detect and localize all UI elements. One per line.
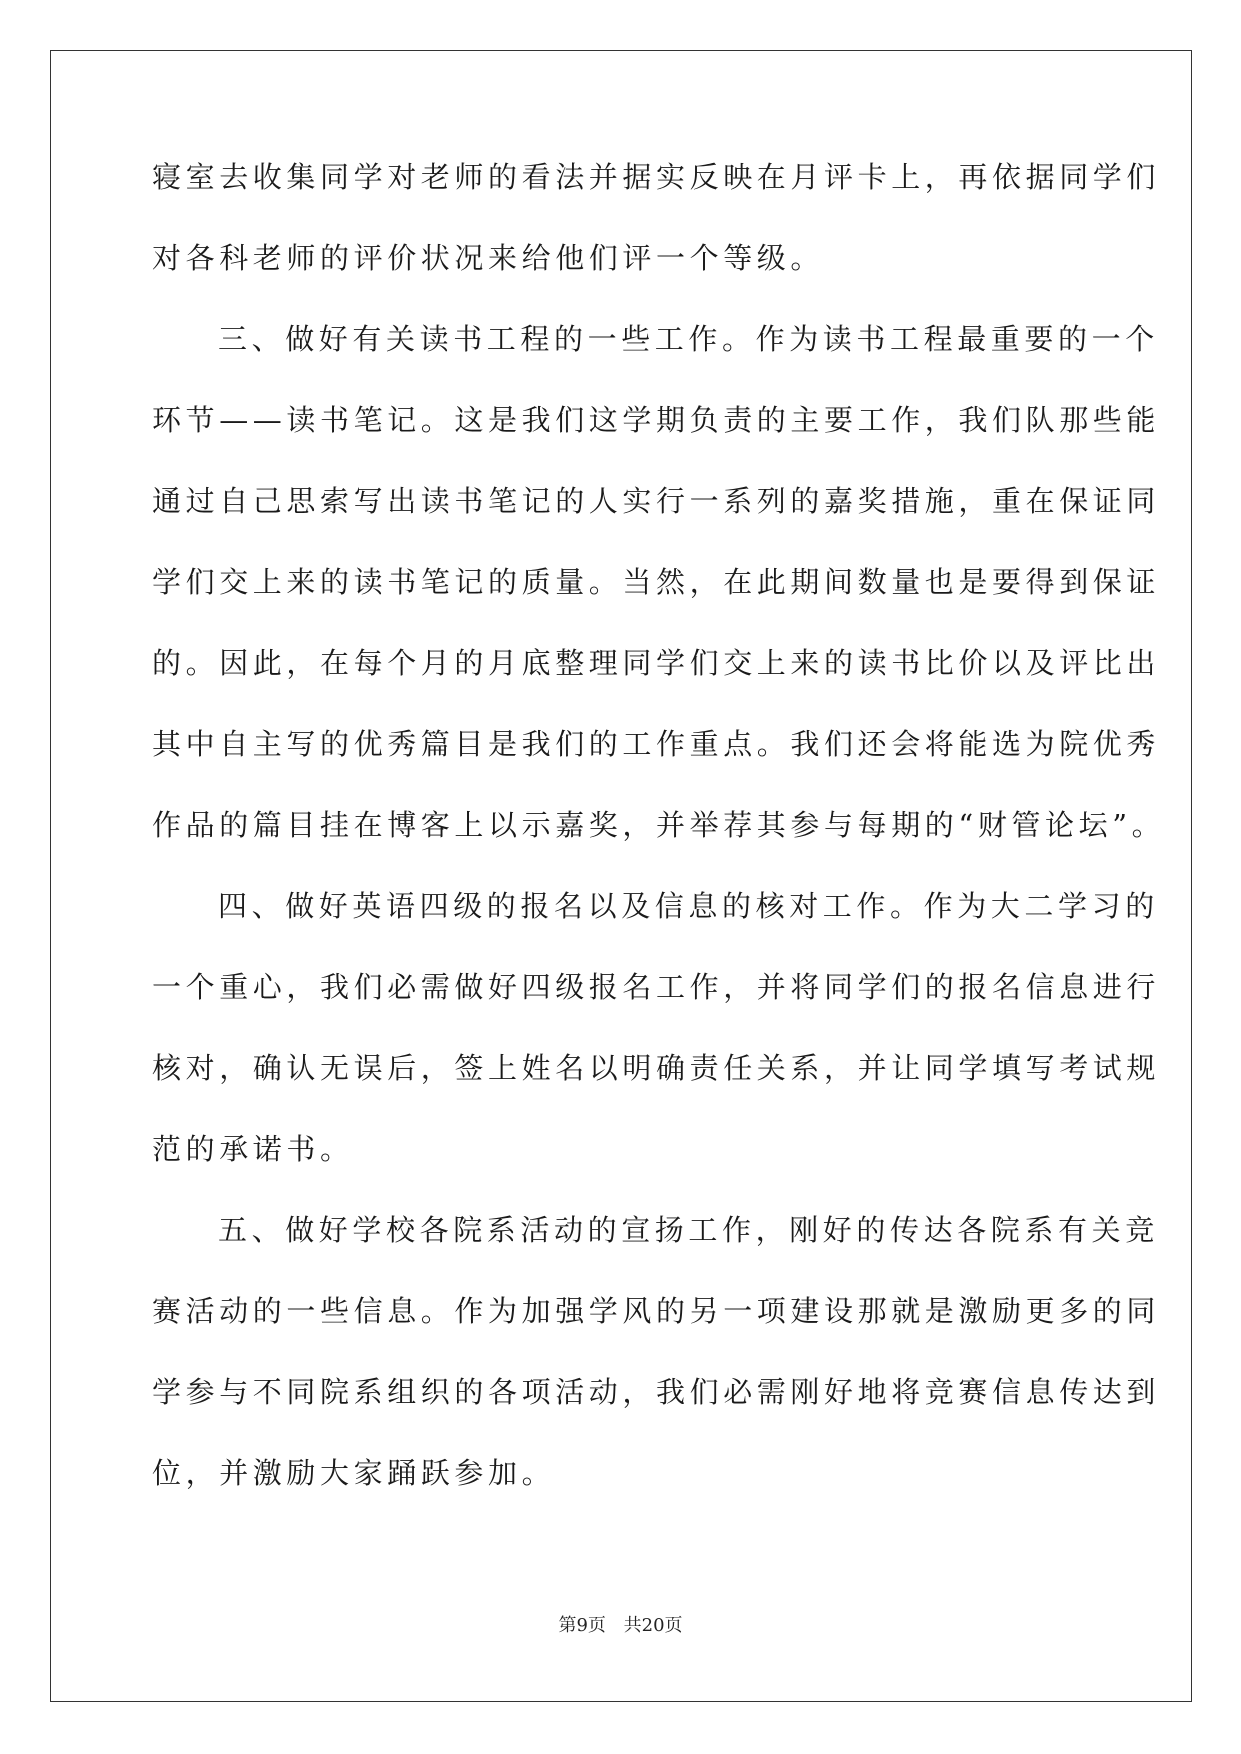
text-line: 赛活动的一些信息。作为加强学风的另一项建设那就是激励更多的同 xyxy=(152,1294,1161,1328)
text-line: 作品的篇目挂在博客上以示嘉奖，并举荐其参与每期的“财管论坛”。 xyxy=(152,808,1166,842)
text-line: 五、做好学校各院系活动的宣扬工作，刚好的传达各院系有关竞 xyxy=(218,1213,1159,1247)
text-line: 学参与不同院系组织的各项活动，我们必需刚好地将竞赛信息传达到 xyxy=(152,1375,1161,1409)
page-number: 第9页 xyxy=(558,1615,606,1636)
text-line: 的。因此，在每个月的月底整理同学们交上来的读书比价以及评比出 xyxy=(152,646,1161,680)
text-line: 四、做好英语四级的报名以及信息的核对工作。作为大二学习的 xyxy=(218,889,1159,923)
page-total: 共20页 xyxy=(623,1615,683,1636)
text-line: 环节——读书笔记。这是我们这学期负责的主要工作，我们队那些能 xyxy=(152,403,1161,437)
text-line: 范的承诺书。 xyxy=(152,1132,354,1166)
text-line: 对各科老师的评价状况来给他们评一个等级。 xyxy=(152,241,825,275)
text-line: 寝室去收集同学对老师的看法并据实反映在月评卡上，再依据同学们 xyxy=(152,160,1161,194)
text-line: 三、做好有关读书工程的一些工作。作为读书工程最重要的一个 xyxy=(218,322,1159,356)
text-line: 位，并激励大家踊跃参加。 xyxy=(152,1456,556,1490)
text-line: 通过自己思索写出读书笔记的人实行一系列的嘉奖措施，重在保证同 xyxy=(152,484,1161,518)
text-line: 其中自主写的优秀篇目是我们的工作重点。我们还会将能选为院优秀 xyxy=(152,727,1161,761)
text-line: 学们交上来的读书笔记的质量。当然，在此期间数量也是要得到保证 xyxy=(152,565,1161,599)
text-line: 核对，确认无误后，签上姓名以明确责任关系，并让同学填写考试规 xyxy=(152,1051,1161,1085)
page-footer xyxy=(0,1611,1241,1637)
text-line: 一个重心，我们必需做好四级报名工作，并将同学们的报名信息进行 xyxy=(152,970,1161,1004)
document-body xyxy=(152,160,1166,1537)
